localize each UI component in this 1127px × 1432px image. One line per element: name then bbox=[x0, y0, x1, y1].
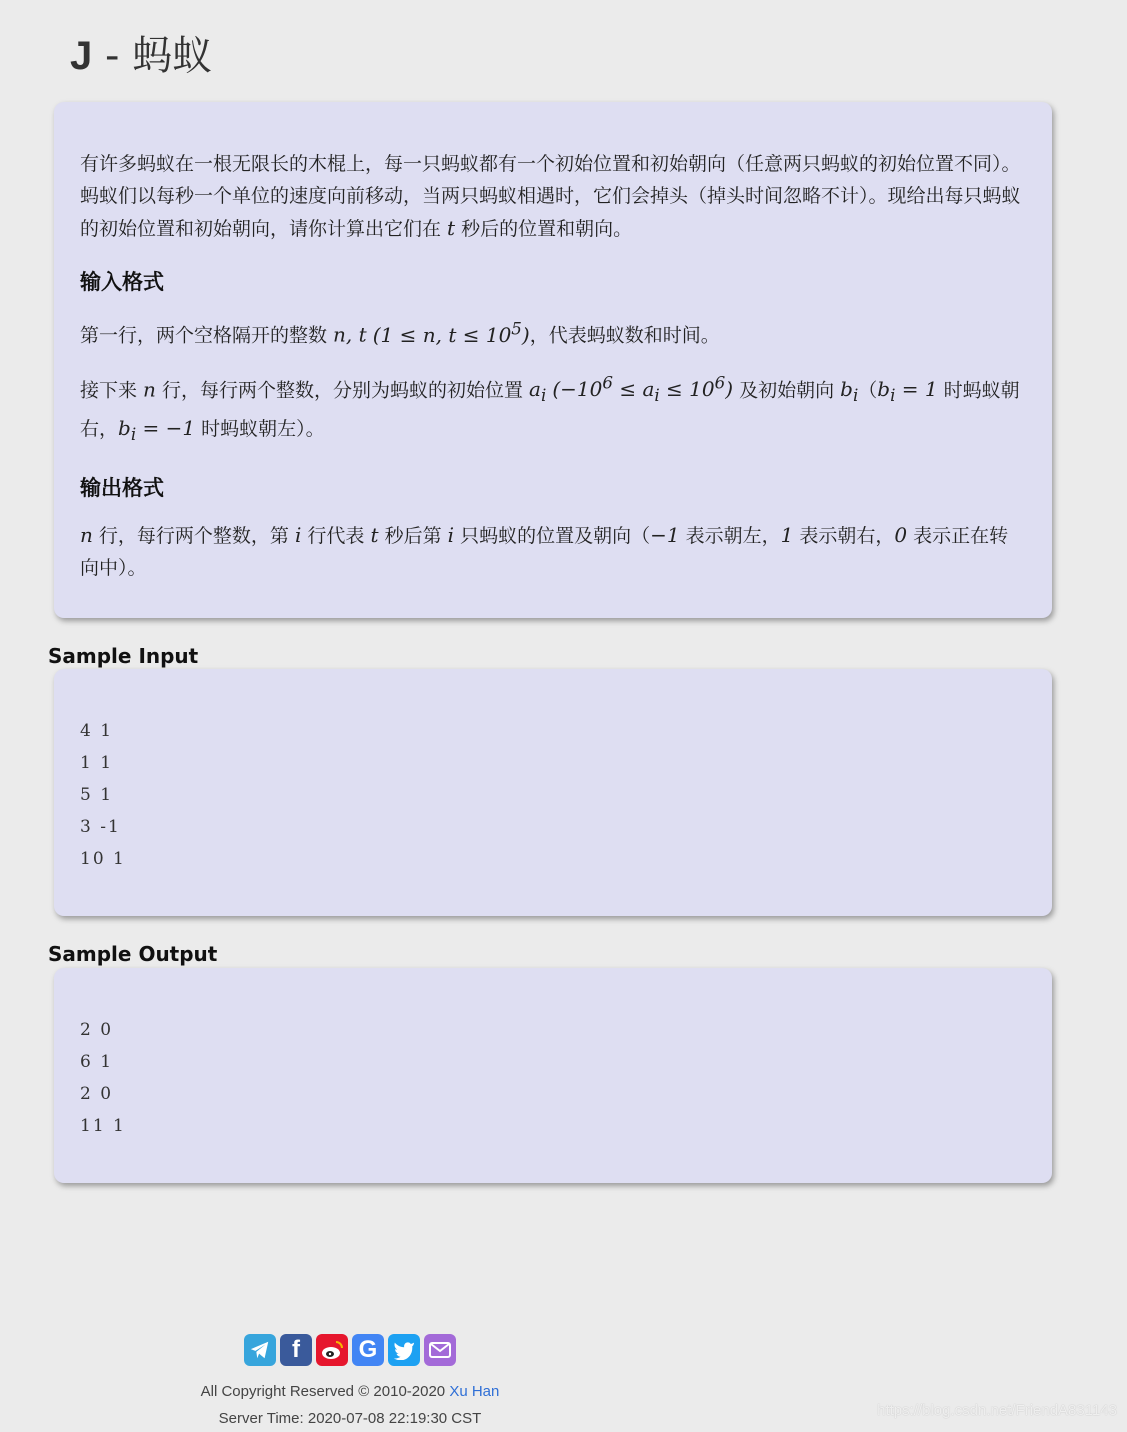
description-text: 有许多蚂蚁在一根无限长的木棍上，每一只蚂蚁都有一个初始位置和初始朝向（任意两只蚂蚁的初始位置不同）。蚂蚁们以每秒一个单位的速度向前移动，当两只蚂蚁相遇时，它们会掉头（掉头时间忽略不计）。现给出每只蚂蚁的初始位置和初始朝向，请你计算出它们在 bbox=[80, 153, 1021, 240]
math-bi-eq-neg1 bbox=[118, 416, 196, 445]
math-sup: 6 bbox=[602, 373, 613, 393]
title-separator: - bbox=[104, 33, 120, 79]
page-title bbox=[70, 28, 212, 84]
output-format-heading: 输出格式 bbox=[80, 476, 164, 501]
description-text-end: 秒后的位置和朝向。 bbox=[455, 218, 633, 240]
sample-output-block[interactable] bbox=[54, 968, 1052, 1183]
text: ，代表蚂蚁数和时间。 bbox=[529, 324, 720, 347]
watermark: https://blog.csdn.net/FriendA831143 bbox=[877, 1402, 1117, 1419]
math-ai bbox=[529, 377, 547, 406]
text: 时蚂蚁朝左）。 bbox=[195, 418, 325, 441]
sample-input-line: 5 1 bbox=[80, 785, 114, 805]
math-part: b bbox=[118, 416, 131, 441]
google-icon[interactable]: G bbox=[352, 1334, 384, 1366]
text: 行，每行两个整数，第 bbox=[92, 525, 295, 548]
text: 秒后第 bbox=[378, 525, 448, 548]
text: 只蚂蚁的位置及朝向（ bbox=[454, 525, 651, 548]
text: （ bbox=[858, 379, 878, 402]
text: 行代表 bbox=[301, 525, 371, 548]
sample-output-line: 2 0 bbox=[80, 1020, 114, 1040]
math-bi bbox=[840, 377, 859, 406]
output-format-text bbox=[80, 519, 1026, 584]
text: 表示正在转向中）。 bbox=[80, 525, 1009, 580]
text: 第一行，两个空格隔开的整数 bbox=[80, 324, 334, 347]
math-t: t bbox=[447, 216, 456, 240]
math-range bbox=[372, 319, 530, 347]
math-sup: 6 bbox=[714, 373, 726, 393]
problem-title: 蚂蚁 bbox=[132, 33, 213, 79]
math-n-t: n, t bbox=[333, 322, 367, 347]
math-i: i bbox=[294, 523, 302, 548]
sample-input-label: Sample Input bbox=[48, 644, 199, 668]
math-part: ≤ a bbox=[612, 377, 655, 402]
copyright bbox=[0, 1380, 700, 1404]
author-link[interactable]: Xu Han bbox=[449, 1383, 500, 1400]
sample-input-line: 10 1 bbox=[80, 849, 126, 869]
math-neg1: −1 bbox=[650, 523, 680, 548]
sample-input-block[interactable] bbox=[54, 669, 1052, 916]
sample-input-line: 4 1 bbox=[80, 721, 114, 741]
sample-output-line: 11 1 bbox=[80, 1116, 126, 1136]
sample-output-line: 2 0 bbox=[80, 1084, 114, 1104]
problem-description-card bbox=[54, 102, 1052, 618]
math-0: 0 bbox=[894, 523, 908, 548]
math-part: = −1 bbox=[136, 416, 196, 441]
facebook-icon[interactable]: f bbox=[280, 1334, 312, 1366]
sample-output-line: 6 1 bbox=[80, 1052, 114, 1072]
math-part: = 1 bbox=[895, 377, 938, 402]
twitter-icon[interactable] bbox=[388, 1334, 420, 1366]
telegram-icon[interactable] bbox=[244, 1334, 276, 1366]
server-time: Server Time: 2020-07-08 22:19:30 CST bbox=[218, 1410, 482, 1427]
math-sub: i bbox=[654, 386, 660, 406]
input-format-line2 bbox=[80, 368, 1026, 452]
text: 及初始朝向 bbox=[733, 379, 841, 402]
math-part: ) bbox=[725, 377, 734, 402]
text: 时蚂蚁朝右， bbox=[80, 379, 1020, 441]
problem-id: J bbox=[70, 34, 93, 78]
weibo-icon[interactable] bbox=[316, 1334, 348, 1366]
text: 接下来 bbox=[80, 379, 144, 402]
math-ai-range bbox=[552, 373, 734, 406]
math-part: b bbox=[877, 377, 891, 402]
sample-output-label: Sample Output bbox=[48, 942, 218, 966]
sample-input-line: 3 -1 bbox=[80, 817, 121, 837]
math-n: n bbox=[143, 377, 156, 402]
math-part: ≤ 10 bbox=[659, 377, 715, 402]
math-part: (−10 bbox=[552, 377, 603, 402]
math-sup: 5 bbox=[511, 319, 522, 338]
math-n: n bbox=[80, 523, 93, 548]
email-icon[interactable] bbox=[424, 1334, 456, 1366]
math-sub: i bbox=[852, 386, 859, 406]
math-sub: i bbox=[890, 386, 896, 406]
math-part: b bbox=[840, 377, 853, 402]
math-part: (1 ≤ n, t ≤ 10 bbox=[372, 322, 512, 347]
copyright-text: All Copyright Reserved © 2010-2020 bbox=[200, 1383, 450, 1400]
math-part: a bbox=[529, 377, 541, 402]
input-format-heading: 输入格式 bbox=[80, 270, 164, 294]
math-bi-eq-1 bbox=[877, 377, 938, 406]
share-buttons bbox=[0, 1334, 700, 1366]
math-sub: i bbox=[130, 425, 137, 445]
text: 表示朝左， bbox=[679, 525, 781, 548]
sample-input-line: 1 1 bbox=[80, 753, 114, 773]
math-sub: i bbox=[540, 386, 547, 406]
input-format-line1 bbox=[80, 313, 1026, 352]
text: 表示朝右， bbox=[793, 525, 895, 548]
problem-description bbox=[80, 148, 1026, 245]
math-i: i bbox=[447, 523, 455, 548]
text: 行，每行两个整数，分别为蚂蚁的初始位置 bbox=[155, 379, 530, 402]
math-1: 1 bbox=[780, 523, 794, 548]
math-t: t bbox=[370, 523, 379, 548]
math-part: ) bbox=[521, 322, 530, 347]
